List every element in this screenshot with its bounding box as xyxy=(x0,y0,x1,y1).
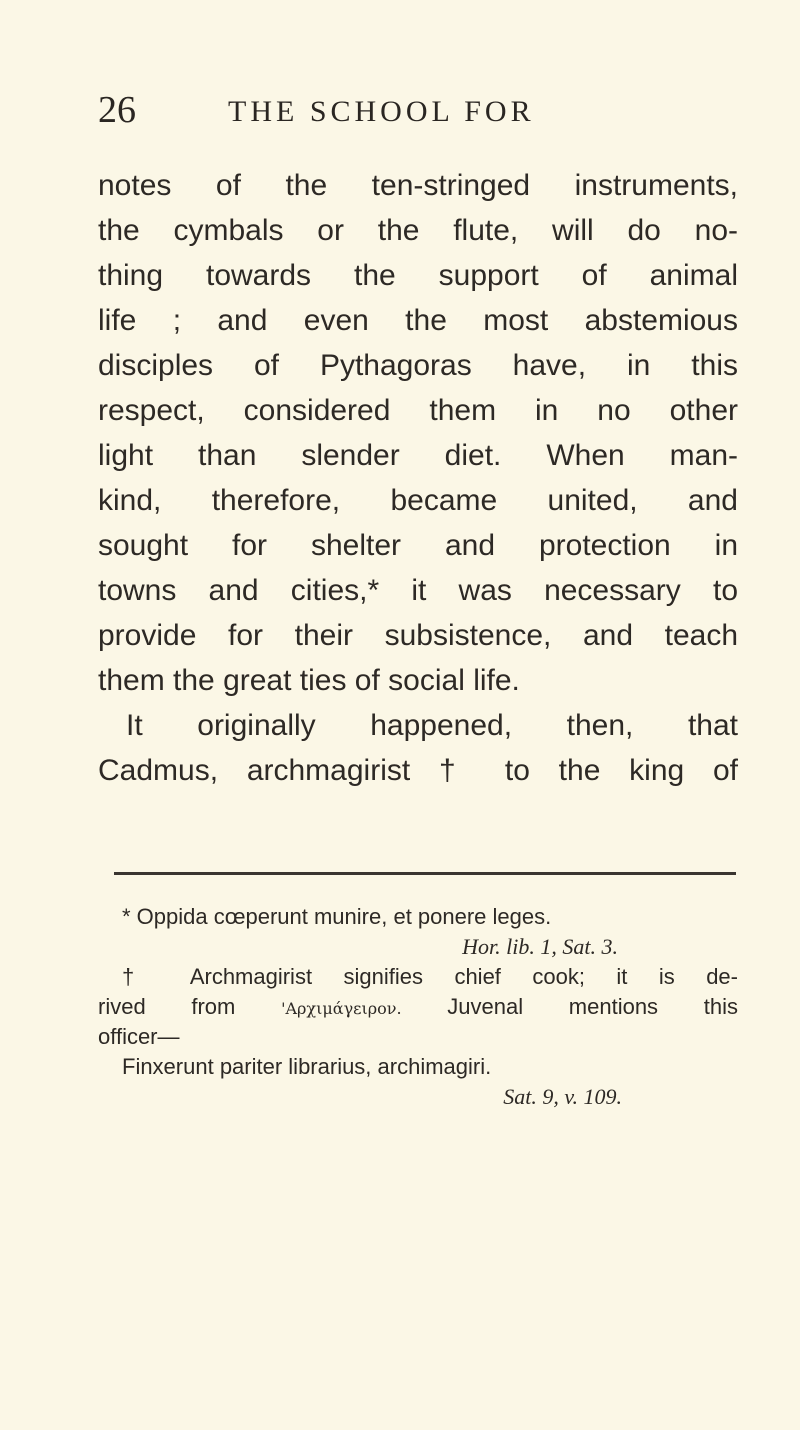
footnote-1-text: * Oppida cœperunt munire, et ponere leges. xyxy=(122,904,552,929)
text-line: sought for shelter and protection in xyxy=(98,529,738,562)
text-line: the cymbals or the flute, will do no- xyxy=(98,214,738,247)
text-line: them the great ties of social life. xyxy=(98,664,520,697)
footnote-2-prefix: rived from xyxy=(98,994,236,1019)
footnote-2-citation: Sat. 9, v. 109. xyxy=(503,1084,622,1109)
footnote-1-citation: Hor. lib. 1, Sat. 3. xyxy=(462,934,618,959)
footnote-2-text: † Archmagirist signifies chief cook; it is de- xyxy=(122,964,738,989)
text-line: life ; and even the most abstemious xyxy=(98,304,738,337)
text-line: light than slender diet. When man- xyxy=(98,439,738,472)
text-line: thing towards the support of animal xyxy=(98,259,738,292)
text-line: provide for their subsistence, and teach xyxy=(98,619,738,652)
footnote-2-suffix: Juvenal mentions this xyxy=(447,994,738,1019)
text-line: It originally happened, then, that xyxy=(126,709,738,742)
text-line: notes of the ten-stringed instruments, xyxy=(98,169,738,202)
body-text xyxy=(98,163,738,793)
footnotes xyxy=(98,902,738,1112)
page-number: 26 xyxy=(98,89,136,131)
footnote-2-quote: Finxerunt pariter librarius, archimagiri. xyxy=(122,1054,492,1079)
text-line: towns and cities,* it was necessary to xyxy=(98,574,738,607)
greek-word: 'Αρχιμάγειρον. xyxy=(281,999,402,1018)
footnote-2-text-end: officer— xyxy=(98,1024,180,1049)
footnote-divider xyxy=(114,872,736,875)
text-line: disciples of Pythagoras have, in this xyxy=(98,349,738,382)
footnote-2-text-continued xyxy=(98,992,738,1022)
running-head: THE SCHOOL FOR xyxy=(228,95,535,128)
page-header xyxy=(98,88,738,132)
text-line: respect, considered them in no other xyxy=(98,394,738,427)
text-line: Cadmus, archmagirist † to the king of xyxy=(98,754,738,787)
text-line: kind, therefore, became united, and xyxy=(98,484,738,517)
